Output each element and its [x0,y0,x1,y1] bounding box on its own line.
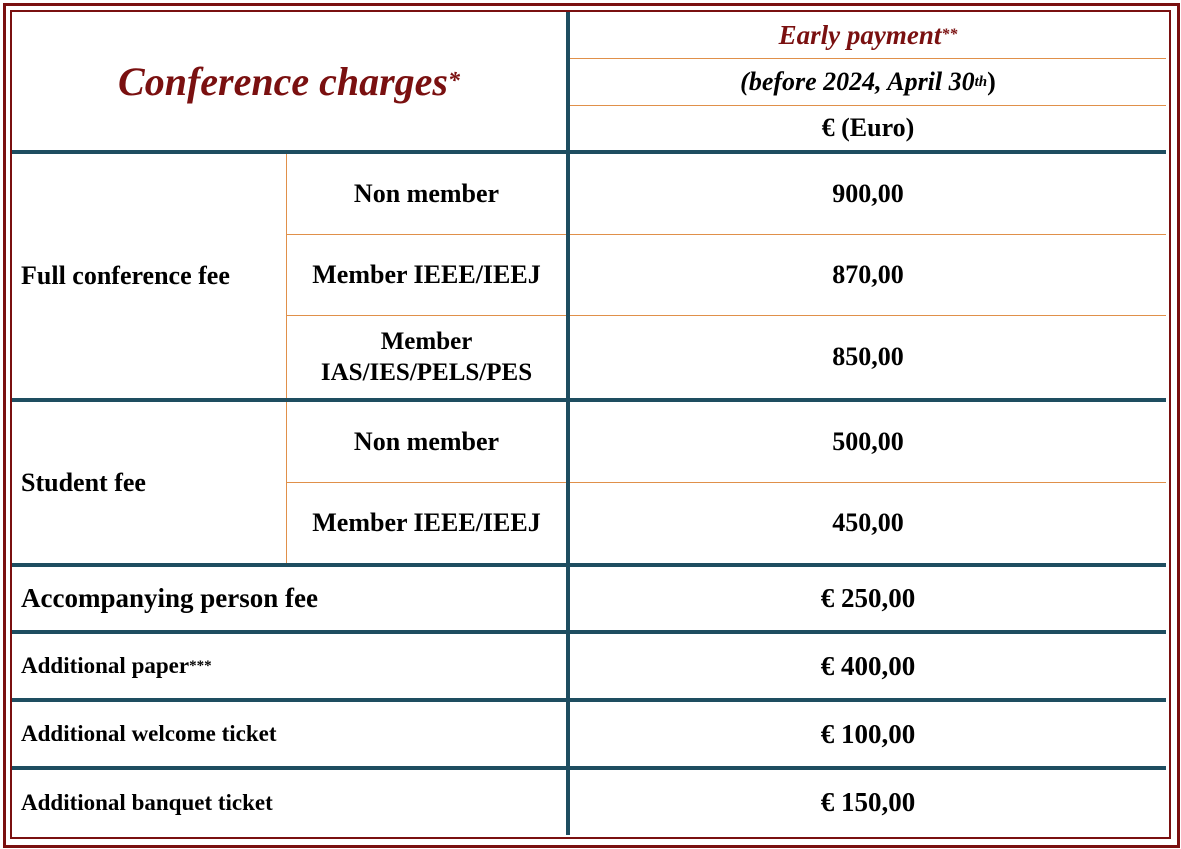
divider [570,58,1166,59]
currency-label: € (Euro) [821,113,915,142]
row-divider [12,398,1166,402]
column-divider [566,12,570,835]
accompanying-person-label [12,567,566,630]
extra-label-text: Additional welcome ticket [21,721,277,746]
student-nonmember-price [570,402,1166,482]
welcome-ticket-label [12,702,566,766]
deadline-sup: th [974,73,988,90]
extra-label-text: Additional paper [21,653,190,678]
category-line: IAS/IES/PELS/PES [320,359,533,386]
banquet-ticket-label [12,770,566,835]
row-divider [12,630,1166,634]
category-line: Member [380,328,473,355]
divider [286,154,287,398]
price-text: 850,00 [832,342,904,371]
additional-paper-price [570,634,1166,698]
row-divider [12,698,1166,702]
student-ieee-category [287,483,566,563]
category-text: Non member [353,179,500,208]
deadline-header [570,59,1166,105]
early-payment-header [570,12,1166,58]
price-text: € 100,00 [820,718,916,749]
title-text: Conference charges [118,58,448,104]
price-text: 450,00 [832,508,904,537]
full-conference-text: Full conference fee [21,261,230,290]
category-text: Member IEEE/IEEJ [312,508,541,537]
full-ieee-price [570,235,1166,315]
student-fee-label [12,402,286,563]
extra-label-text: Additional banquet ticket [21,789,273,815]
row-divider [12,150,1166,154]
price-text: € 400,00 [820,650,916,681]
banquet-ticket-price [570,770,1166,835]
currency-header [570,106,1166,150]
row-divider [12,766,1166,770]
page-title [12,12,566,150]
title-mark: * [447,67,460,94]
price-text: 500,00 [832,427,904,456]
full-conference-label [12,154,286,398]
divider [570,105,1166,106]
student-nonmember-category [287,402,566,482]
full-societies-price [570,316,1166,398]
deadline-prefix: (before 2024, April 30 [740,67,975,96]
price-text: 870,00 [832,260,904,289]
divider [287,234,1166,235]
accompanying-person-price [570,567,1166,630]
divider [287,315,1166,316]
welcome-ticket-price [570,702,1166,766]
full-societies-category [287,316,566,398]
category-text: Non member [353,427,500,456]
student-ieee-price [570,483,1166,563]
divider [287,482,1166,483]
full-nonmember-price [570,154,1166,234]
category-text: Member IEEE/IEEJ [312,260,541,289]
early-payment-mark: ** [941,26,958,43]
price-text: 900,00 [832,179,904,208]
price-text: € 150,00 [820,787,916,817]
row-divider [12,563,1166,567]
price-text: € 250,00 [820,583,916,613]
full-ieee-category [287,235,566,315]
extra-label-text: Accompanying person fee [21,583,318,613]
extra-mark: *** [189,657,212,674]
early-payment-label: Early payment [778,19,942,50]
full-nonmember-category [287,154,566,234]
student-fee-text: Student fee [21,467,146,497]
additional-paper-label [12,634,566,698]
deadline-suffix: ) [987,67,996,96]
